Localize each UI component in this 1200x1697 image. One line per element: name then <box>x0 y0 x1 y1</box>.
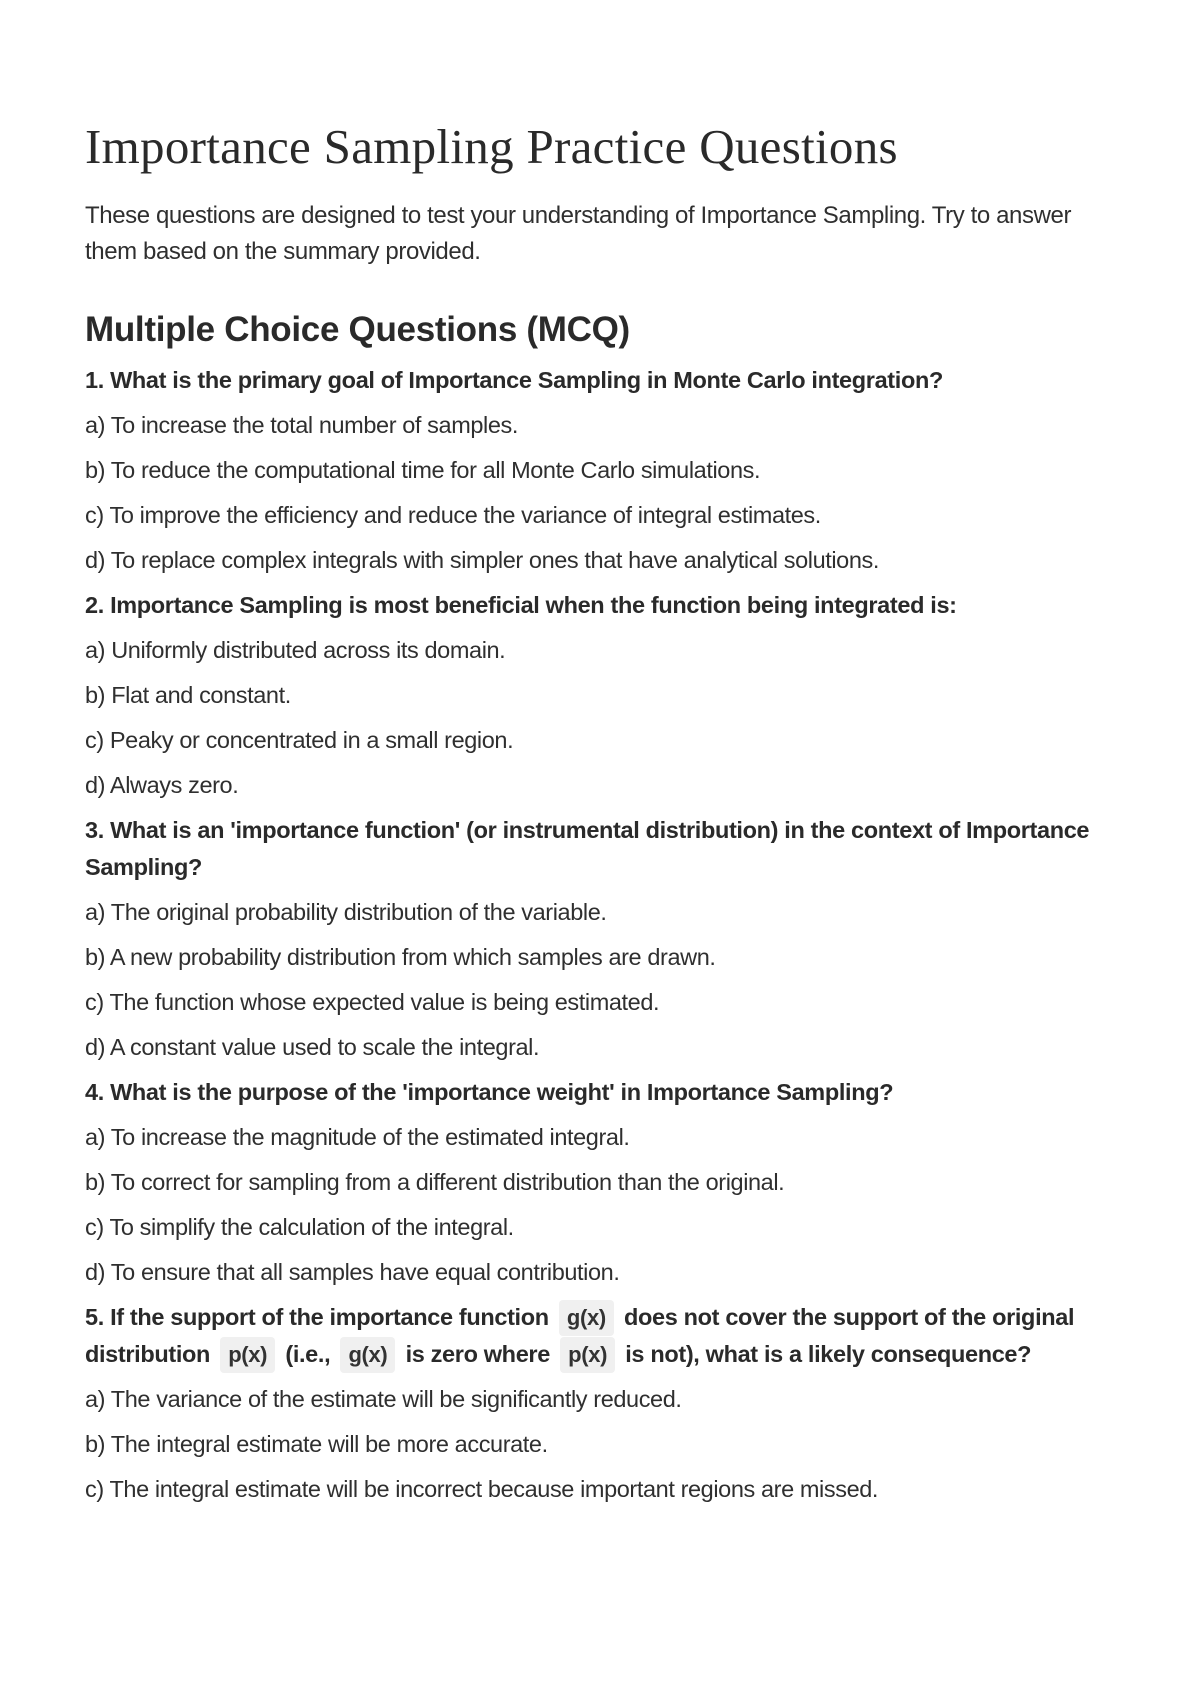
inline-code-gx: g(x) <box>559 1300 614 1336</box>
question-text-5 <box>85 1299 1115 1373</box>
question-4-option-c: c) To simplify the calculation of the integral. <box>85 1214 514 1240</box>
question-4-option-a: a) To increase the magnitude of the estimated integral. <box>85 1124 630 1150</box>
question-5-text-part: 5. If the support of the importance function <box>85 1304 549 1330</box>
question-1-option-d: d) To replace complex integrals with simpler ones that have analytical solutions. <box>85 547 880 573</box>
question-5-option-c: c) The integral estimate will be incorrect because important regions are missed. <box>85 1476 879 1502</box>
question-text-2: 2. Importance Sampling is most beneficial when the function being integrated is: <box>85 592 957 618</box>
question-1-option-c: c) To improve the efficiency and reduce the variance of integral estimates. <box>85 502 821 528</box>
question-2-option-b: b) Flat and constant. <box>85 682 291 708</box>
question-3-option-c: c) The function whose expected value is being estimated. <box>85 989 660 1015</box>
question-1-option-b: b) To reduce the computational time for all Monte Carlo simulations. <box>85 457 761 483</box>
question-3-option-a: a) The original probability distribution of the variable. <box>85 899 607 925</box>
question-text-4: 4. What is the purpose of the 'importance weight' in Importance Sampling? <box>85 1079 894 1105</box>
question-5-option-a: a) The variance of the estimate will be significantly reduced. <box>85 1386 682 1412</box>
document-page <box>85 110 1115 1508</box>
question-5-option-b: b) The integral estimate will be more accurate. <box>85 1431 548 1457</box>
question-5-text-part: (i.e., <box>285 1341 331 1367</box>
question-2-option-a: a) Uniformly distributed across its domain. <box>85 637 506 663</box>
question-block-1 <box>85 362 1115 579</box>
question-block-4 <box>85 1074 1115 1291</box>
question-3-option-b: b) A new probability distribution from which samples are drawn. <box>85 944 716 970</box>
question-5-text-part: is not), what is a likely consequence? <box>625 1341 1032 1367</box>
question-block-5 <box>85 1299 1115 1508</box>
question-block-2 <box>85 587 1115 804</box>
page-title: Importance Sampling Practice Questions <box>85 119 898 174</box>
section-heading-mcq: Multiple Choice Questions (MCQ) <box>85 310 630 349</box>
inline-code-px: p(x) <box>560 1337 615 1373</box>
question-5-text-part: does not cover the support of the original distribution <box>85 1304 1075 1367</box>
question-1-option-a: a) To increase the total number of samples. <box>85 412 519 438</box>
question-2-option-c: c) Peaky or concentrated in a small region. <box>85 727 514 753</box>
question-4-option-b: b) To correct for sampling from a different distribution than the original. <box>85 1169 785 1195</box>
question-5-text-part: is zero where <box>405 1341 550 1367</box>
inline-code-gx: g(x) <box>340 1337 395 1373</box>
inline-code-px: p(x) <box>220 1337 275 1373</box>
question-text-1: 1. What is the primary goal of Importance Sampling in Monte Carlo integration? <box>85 367 943 393</box>
question-3-option-d: d) A constant value used to scale the integral. <box>85 1034 540 1060</box>
intro-paragraph: These questions are designed to test your understanding of Importance Sampling. Try to answer them based on the summary provided. <box>85 202 1072 265</box>
question-text-3: 3. What is an 'importance function' (or instrumental distribution) in the context of Importance Sampling? <box>85 817 1090 880</box>
question-2-option-d: d) Always zero. <box>85 772 239 798</box>
question-4-option-d: d) To ensure that all samples have equal contribution. <box>85 1259 620 1285</box>
question-block-3 <box>85 812 1115 1066</box>
